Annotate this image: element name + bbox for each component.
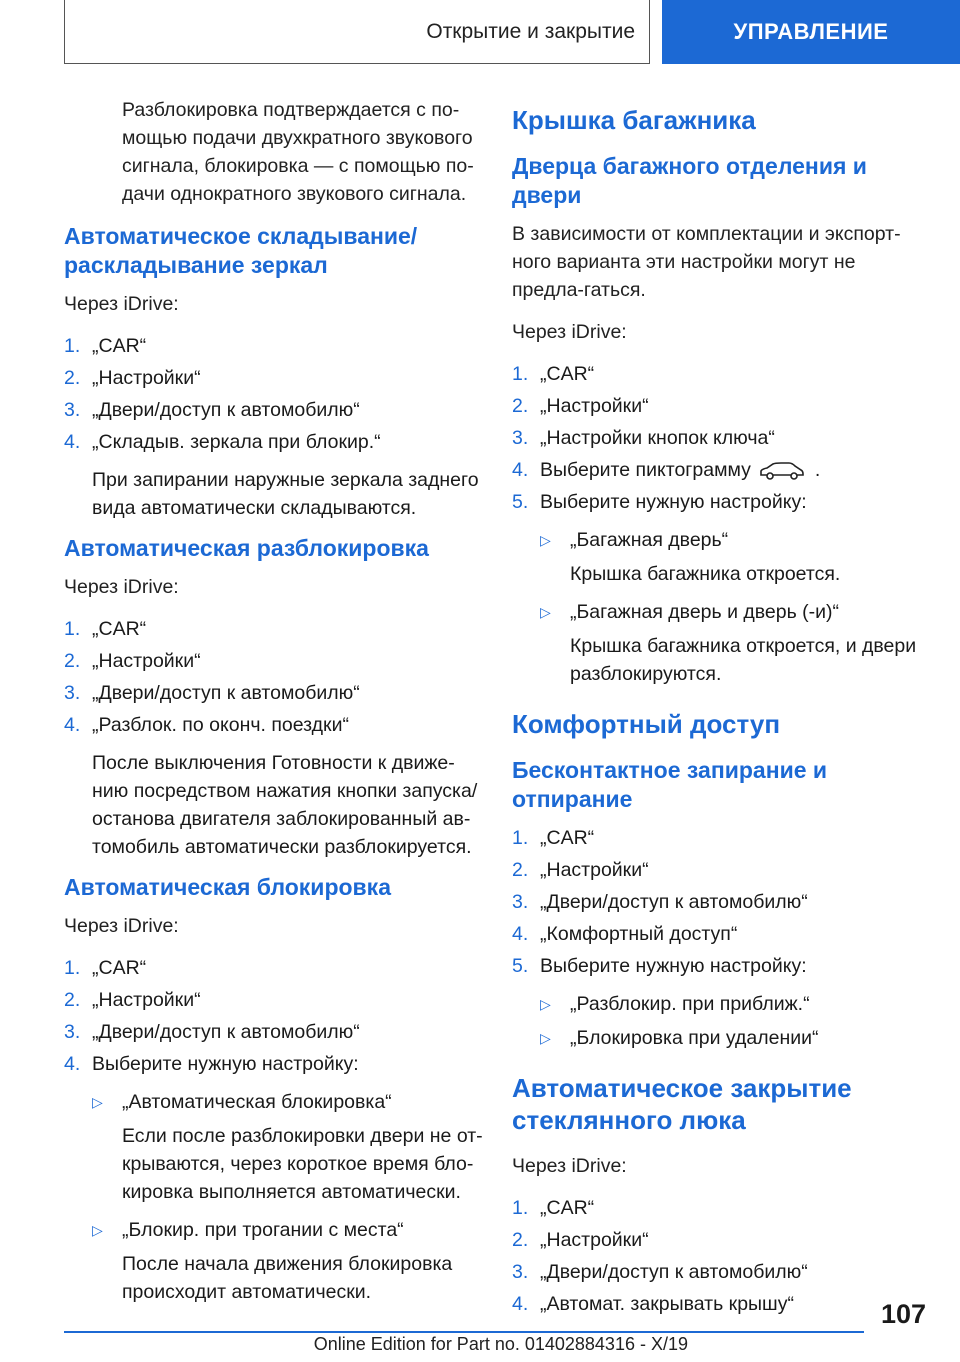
trunk-via: Через iDrive: xyxy=(512,321,627,343)
trunk-steps xyxy=(512,360,932,516)
list-item: 1. „CAR“ xyxy=(64,335,147,357)
list-item: 3. „Двери/доступ к автомобилю“ xyxy=(512,1261,808,1283)
list-item: 2. „Настройки“ xyxy=(64,367,201,389)
option-item: ▷ „Разблокир. при приближ.“ xyxy=(540,990,932,1018)
right-column xyxy=(512,96,932,1328)
mirrors-note: При запирании наружные зеркала заднего вида автоматически складываются. xyxy=(92,469,479,519)
list-item: 4. Выберите нужную настройку: xyxy=(64,1053,359,1075)
sunroof-via: Через iDrive: xyxy=(512,1155,627,1177)
option-item: ▷ „Блокировка при удалении“ xyxy=(540,1024,932,1052)
sunroof-steps xyxy=(512,1194,932,1318)
list-item: 3. „Двери/доступ к автомобилю“ xyxy=(64,1021,360,1043)
list-item: 4. Выберите пиктограмму . xyxy=(512,459,821,481)
lock-via: Через iDrive: xyxy=(64,915,179,937)
list-item: 2. „Настройки“ xyxy=(64,650,201,672)
triangle-bullet-icon: ▷ xyxy=(540,996,551,1012)
list-item: 3. „Двери/доступ к автомобилю“ xyxy=(512,891,808,913)
unlock-steps xyxy=(64,615,484,739)
option-note: Если после разблокировки двери не от-крываются, через короткое время бло-кировка выполняется автоматически. xyxy=(122,1125,483,1203)
page-number: 107 xyxy=(880,1299,926,1329)
list-item: 5. Выберите нужную настройку: xyxy=(512,955,807,977)
option-note: Крышка багажника откроется. xyxy=(570,563,841,585)
list-item: 4. „Разблок. по оконч. поездки“ xyxy=(64,714,349,736)
mirrors-via: Через iDrive: xyxy=(64,293,179,315)
option-note: Крышка багажника откроется, и двери разблокируются. xyxy=(570,635,917,685)
list-item: 2. „Настройки“ xyxy=(512,395,649,417)
list-item: 3. „Двери/доступ к автомобилю“ xyxy=(64,399,360,421)
comfort-heading: Комфортный доступ xyxy=(512,709,781,739)
unlock-note: После выключения Готовности к движе-нию посредством нажатия кнопки запуска/ останова двигателя заблокированный ав-томобиль автоматически разблокируется. xyxy=(92,752,478,858)
unlock-via: Через iDrive: xyxy=(64,576,179,598)
left-column xyxy=(64,96,484,1316)
list-item: 5. Выберите нужную настройку: xyxy=(512,491,807,513)
unlock-heading: Автоматическая разблокировка xyxy=(64,535,429,561)
list-item: 1. „CAR“ xyxy=(512,363,595,385)
triangle-bullet-icon: ▷ xyxy=(540,532,551,548)
car-trunk-icon xyxy=(759,461,805,481)
option-item: ▷ „Автоматическая блокировка“ xyxy=(92,1088,484,1116)
option-note: После начала движения блокировка происходит автоматически. xyxy=(122,1253,453,1303)
list-item: 2. „Настройки“ xyxy=(512,859,649,881)
lock-steps xyxy=(64,954,484,1078)
list-item: 1. „CAR“ xyxy=(64,957,147,979)
list-item: 1. „CAR“ xyxy=(64,618,147,640)
trunk-intro: В зависимости от комплектации и экспорт-ного варианта эти настройки могут не предла-гаться. xyxy=(512,223,901,301)
option-item: ▷ „Блокир. при трогании с места“ xyxy=(92,1216,484,1244)
mirrors-steps xyxy=(64,332,484,456)
list-item: 3. „Настройки кнопок ключа“ xyxy=(512,427,775,449)
list-item: 1. „CAR“ xyxy=(512,1197,595,1219)
running-header-section: Открытие и закрытие xyxy=(64,0,650,64)
comfort-subheading: Бесконтактное запирание и отпирание xyxy=(512,757,828,812)
intro-paragraph: Разблокировка подтверждается с по-мощью подачи двухкратного звукового сигнала, блокировка — с помощью по-дачи однократного звукового сигнала. xyxy=(122,99,474,205)
list-item: 2. „Настройки“ xyxy=(512,1229,649,1251)
list-item: 4. „Складыв. зеркала при блокир.“ xyxy=(64,431,381,453)
lock-heading: Автоматическая блокировка xyxy=(64,874,391,900)
comfort-steps xyxy=(512,824,932,980)
list-item: 3. „Двери/доступ к автомобилю“ xyxy=(64,682,360,704)
option-item: ▷ „Багажная дверь“ xyxy=(540,526,932,554)
chapter-tab: УПРАВЛЕНИЕ xyxy=(662,0,960,64)
sunroof-heading: Автоматическое закрытие стеклянного люка xyxy=(512,1073,852,1135)
list-item: 4. „Автомат. закрывать крышу“ xyxy=(512,1293,794,1315)
triangle-bullet-icon: ▷ xyxy=(92,1094,103,1110)
footer-edition: Online Edition for Part no. 01402884316 - X/19 xyxy=(313,1334,688,1354)
list-item: 1. „CAR“ xyxy=(512,827,595,849)
list-item: 2. „Настройки“ xyxy=(64,989,201,1011)
triangle-bullet-icon: ▷ xyxy=(540,1030,551,1046)
trunk-subheading: Дверца багажного отделения и двери xyxy=(512,153,867,208)
triangle-bullet-icon: ▷ xyxy=(540,604,551,620)
list-item: 4. „Комфортный доступ“ xyxy=(512,923,738,945)
footer-divider xyxy=(64,1331,864,1333)
option-item: ▷ „Багажная дверь и дверь (-и)“ xyxy=(540,598,932,626)
triangle-bullet-icon: ▷ xyxy=(92,1222,103,1238)
mirrors-heading: Автоматическое складывание/ раскладывание зеркал xyxy=(64,223,418,278)
trunk-heading: Крышка багажника xyxy=(512,105,756,135)
